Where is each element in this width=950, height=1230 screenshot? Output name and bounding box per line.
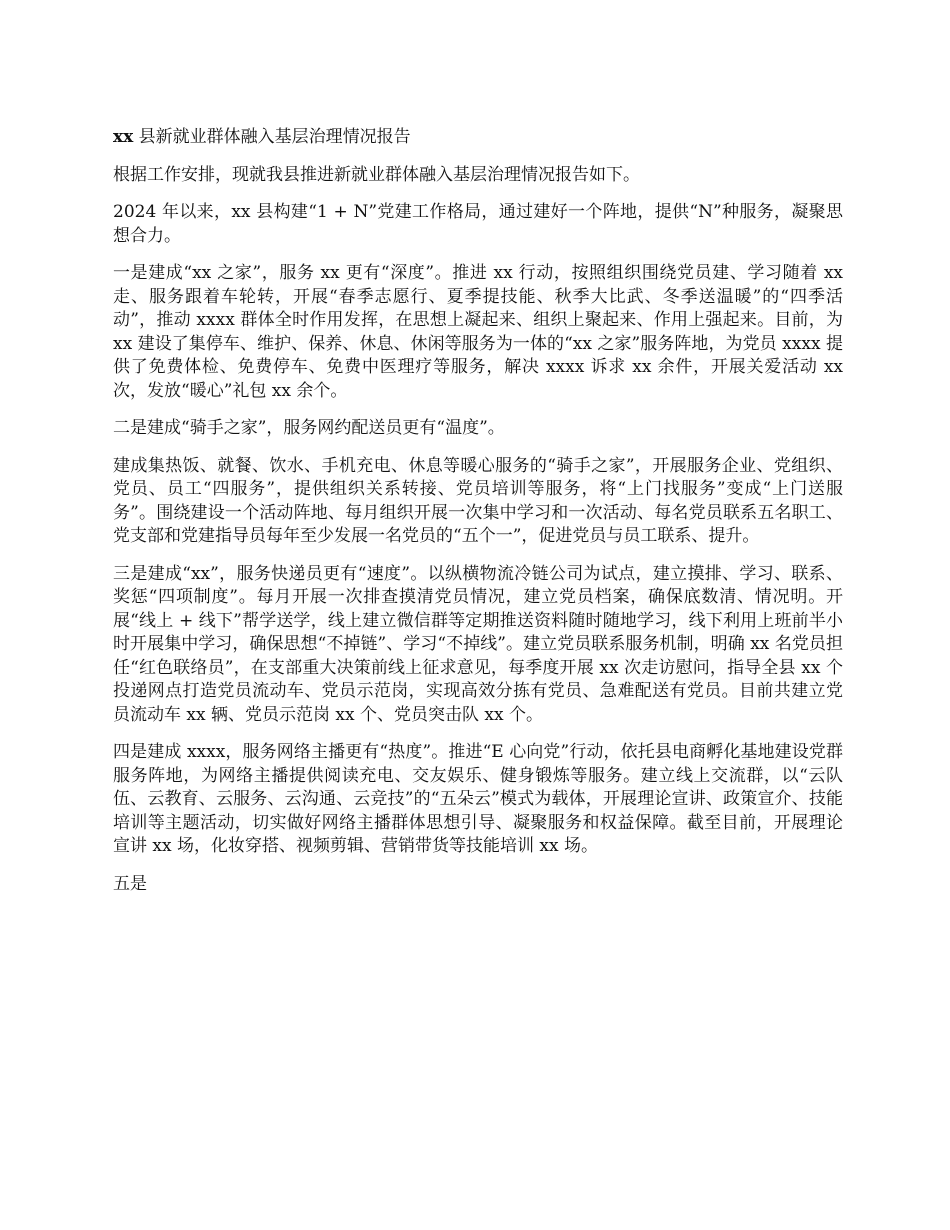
paragraph-section-one: 一是建成“xx 之家”，服务 xx 更有“深度”。推进 xx 行动，按照组织围绕党员建、学习随着 xx 走、服务跟着车轮转，开展“春季志愿行、夏季提技能、秋季大比武、冬季送温暖”的“四季活动”，推动 xxxx 群体全时作用发挥，在思想上凝起来、组织上聚起来、作用上强起来。目前，为 xx 建设了集停车、维护、保养、休息、休闲等服务为一体的“xx 之家”服务阵地，为党员 xxxx 提供了免费体检、免费停车、免费中医理疗等服务，解决 xxxx 诉求 xx 余件，开展关爱活动 xx 次，发放“暖心”礼包 xx 余个。: [113, 263, 843, 401]
paragraph-section-four: 四是建成 xxxx，服务网络主播更有“热度”。推进“E 心向党”行动，依托县电商孵化基地建设党群服务阵地，为网络主播提供阅读充电、交友娱乐、健身锻炼等服务。建立线上交流群，以“云队伍、云教育、云服务、云沟通、云竞技”的“五朵云”模式为载体，开展理论宣讲、政策宣介、技能培训等主题活动，切实做好网络主播群体思想引导、凝聚服务和权益保障。截至目前，开展理论宣讲 xx 场，化妆穿搭、视频剪辑、营销带货等技能培训 xx 场。: [113, 742, 843, 856]
document-title: [113, 126, 843, 150]
title-prefix: xx: [113, 127, 134, 147]
paragraph-section-two-body: 建成集热饭、就餐、饮水、手机充电、休息等暖心服务的“骑手之家”，开展服务企业、党组织、党员、员工“四服务”，提供组织关系转接、党员培训等服务，将“上门找服务”变成“上门送服务”。围绕建设一个活动阵地、每月组织开展一次集中学习和一次活动、每名党员联系五名职工、党支部和党建指导员每年至少发展一名党员的“五个一”，促进党员与员工联系、提升。: [113, 455, 843, 546]
paragraph-section-two-heading: 二是建成“骑手之家”，服务网约配送员更有“温度”。: [113, 418, 505, 438]
paragraph-intro: 根据工作安排，现就我县推进新就业群体融入基层治理情况报告如下。: [113, 164, 640, 185]
paragraph-overview: 2024 年以来，xx 县构建“1 + N”党建工作格局，通过建好一个阵地，提供“N”种服务，凝聚思想合力。: [113, 202, 843, 246]
title-text: 县新就业群体融入基层治理情况报告: [133, 127, 411, 147]
document-body: [113, 126, 843, 910]
paragraph-section-three: 三是建成“xx”，服务快递员更有“速度”。以纵横物流冷链公司为试点，建立摸排、学习、联系、奖惩“四项制度”。每月开展一次排查摸清党员情况，建立党员档案，确保底数清、情况明。开展“线上 + 线下”帮学送学，线上建立微信群等定期推送资料随时随地学习，线下利用上班前半小时开展集中学习，确保思想“不掉链”、学习“不掉线”。建立党员联系服务机制，明确 xx 名党员担任“红色联络员”，在支部重大决策前线上征求意见，每季度开展 xx 次走访慰问，指导全县 xx 个投递网点打造党员流动车、党员示范岗，实现高效分拣有党员、急难配送有党员。目前共建立党员流动车 xx 辆、党员示范岗 xx 个、党员突击队 xx 个。: [113, 563, 843, 725]
paragraph-section-five: 五是: [113, 873, 147, 894]
